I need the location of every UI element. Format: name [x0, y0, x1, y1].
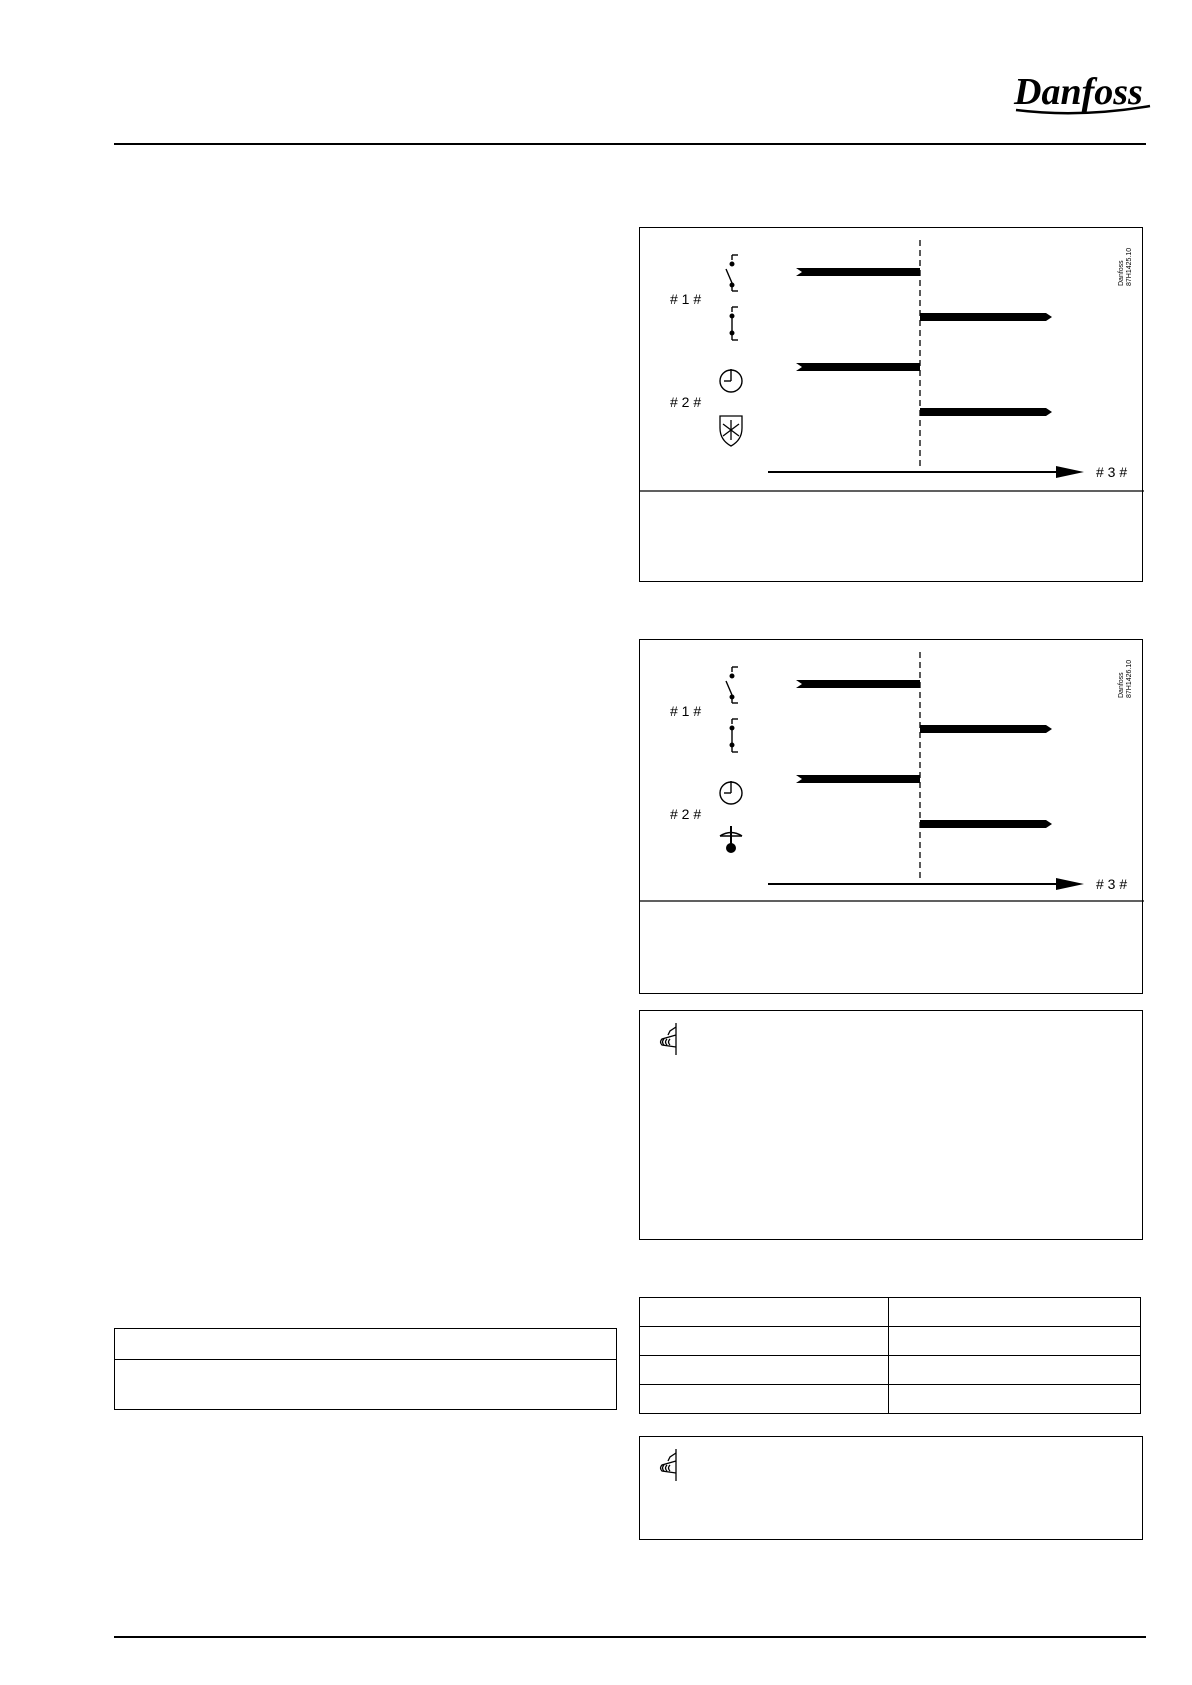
- label-1: # 1 #: [670, 703, 702, 719]
- drawing-code-line-1: Danfoss: [1118, 672, 1125, 698]
- table-row: [640, 1298, 1141, 1327]
- table-row: [640, 1327, 1141, 1356]
- table-row: [640, 1356, 1141, 1385]
- note-box-1: [639, 1010, 1143, 1240]
- bar-2-after: [920, 408, 1052, 416]
- table-cell: [640, 1327, 889, 1356]
- bar-1-after: [920, 313, 1052, 321]
- table-cell: [640, 1356, 889, 1385]
- relay-diagram-1: [639, 227, 1143, 582]
- switch-closed-icon: [730, 719, 738, 752]
- pointing-hand-icon: [656, 1447, 686, 1483]
- label-3: # 3 #: [1096, 876, 1128, 892]
- diagram-1-graphic: [640, 228, 1144, 583]
- switch-closed-icon: [730, 307, 738, 340]
- drawing-code-line-2: 87H1426.10: [1126, 659, 1133, 698]
- bar-2-after: [920, 820, 1052, 828]
- label-3: # 3 #: [1096, 464, 1128, 480]
- bar-2-before: [796, 775, 920, 783]
- table-cell: [640, 1385, 889, 1414]
- table-cell: [889, 1298, 1141, 1327]
- timer-icon: [720, 369, 742, 392]
- bar-1-before: [796, 268, 920, 276]
- drawing-code-line-1: Danfoss: [1118, 260, 1125, 286]
- diagram-2-graphic: [640, 640, 1144, 995]
- label-2: # 2 #: [670, 806, 702, 822]
- switch-open-icon: [726, 255, 738, 291]
- drawing-code-line-2: 87H1425.10: [1126, 247, 1133, 286]
- danfoss-logo: [1010, 60, 1160, 122]
- drawing-code: [1118, 248, 1134, 286]
- table-cell: [889, 1327, 1141, 1356]
- info-box-divider: [115, 1359, 616, 1360]
- bar-1-before: [796, 680, 920, 688]
- table-cell: [640, 1298, 889, 1327]
- switch-open-icon: [726, 667, 738, 703]
- table-cell: [889, 1356, 1141, 1385]
- thermometer-icon: [720, 826, 742, 852]
- timer-icon: [720, 781, 742, 804]
- frost-protection-icon: [720, 416, 742, 446]
- relay-diagram-2: [639, 639, 1143, 994]
- bar-1-after: [920, 725, 1052, 733]
- table-row: [640, 1385, 1141, 1414]
- table-cell: [889, 1385, 1141, 1414]
- label-2: # 2 #: [670, 394, 702, 410]
- logo-text: Danfoss: [1014, 71, 1143, 113]
- bar-2-before: [796, 363, 920, 371]
- note-box-2: [639, 1436, 1143, 1540]
- pointing-hand-icon: [656, 1021, 686, 1057]
- data-table: [639, 1297, 1141, 1414]
- header-rule: [114, 143, 1146, 145]
- info-box: [114, 1328, 617, 1410]
- footer-rule: [114, 1636, 1146, 1638]
- label-1: # 1 #: [670, 291, 702, 307]
- drawing-code: [1118, 660, 1134, 698]
